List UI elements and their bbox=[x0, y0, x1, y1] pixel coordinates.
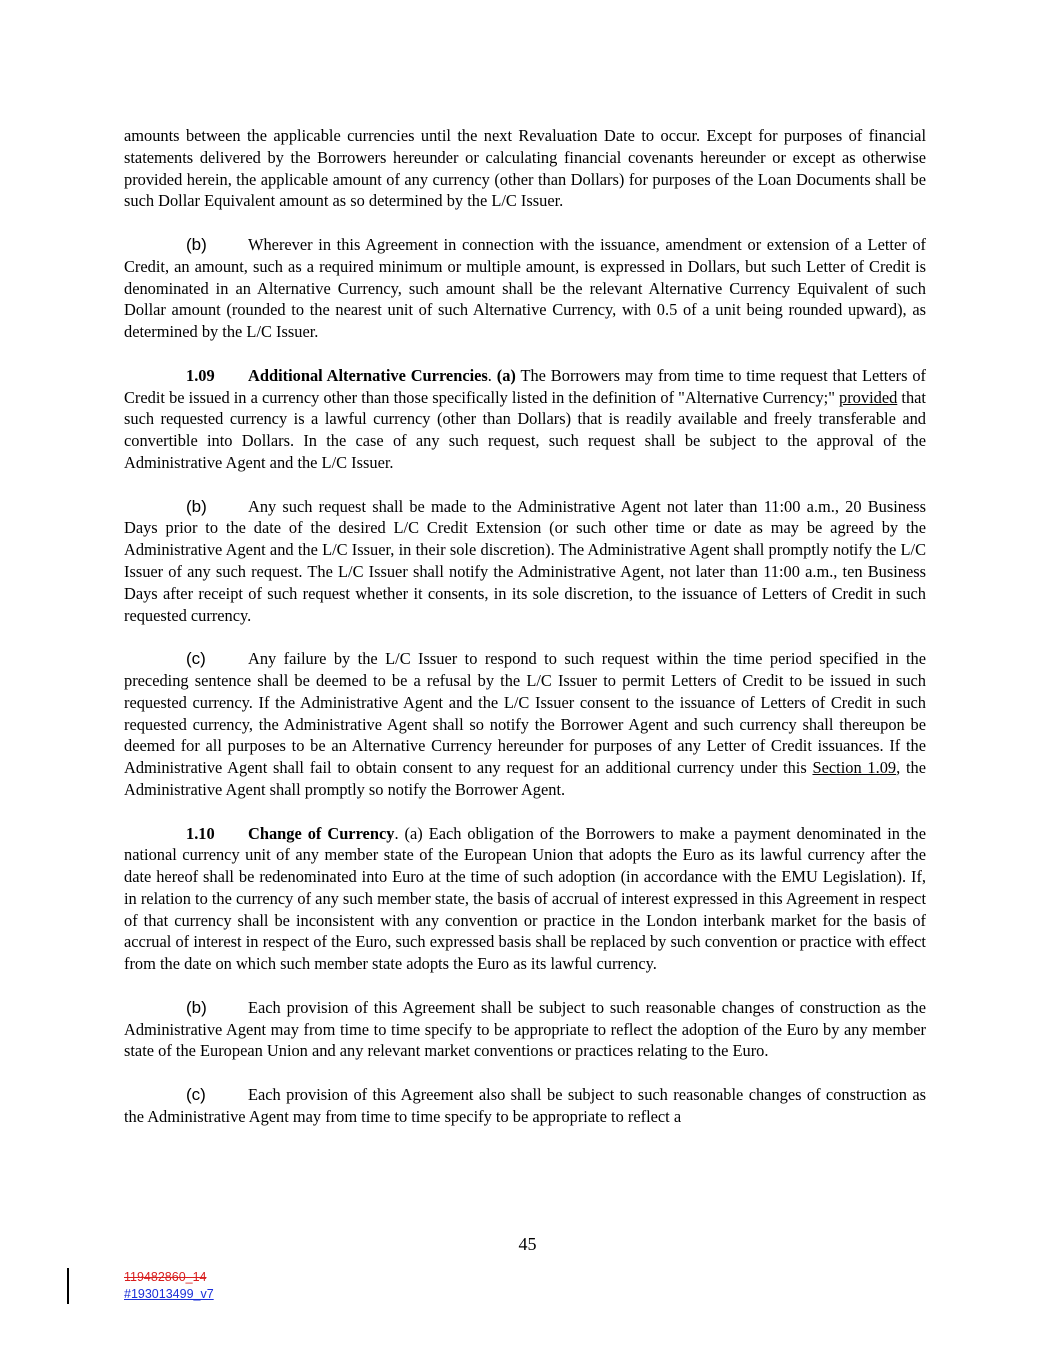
document-id-footer bbox=[124, 1269, 214, 1303]
subsection-label: (b) bbox=[186, 234, 207, 254]
paragraph-text: . (a) Each obligation of the Borrowers to make a payment denominated in the national currency unit of any member state of the European Union that adopts the Euro as its lawful currency after the date hereof shall be redenominated into Euro at the time of such adoption (in accordance with the EMU Legislation). If, in relation to the currency of any such member state, the basis of accrual of interest expressed in this Agreement in respect of that currency shall be inconsistent with any convention or practice in the London interbank market for the basis of accrual of interest in respect of the Euro, such expressed basis shall be replaced by such convention or practice with effect from the date on which such member state adopts the Euro as its lawful currency. bbox=[124, 823, 926, 974]
paragraph-text: Each provision of this Agreement shall be subject to such reasonable changes of construction as the Administrative Agent may from time to time specify to be appropriate to reflect the adoption of the Euro by any member state of the European Union and any relevant market conventions or practices relating to the Euro. bbox=[124, 997, 926, 1061]
inserted-document-id: #193013499_v7 bbox=[124, 1287, 214, 1301]
section-title: Change of Currency bbox=[248, 823, 395, 843]
subsection-label: (b) bbox=[186, 496, 207, 516]
revision-change-bar bbox=[67, 1268, 69, 1304]
paragraph-1-09-c bbox=[124, 648, 926, 801]
paragraph-text: Any failure by the L/C Issuer to respond to such request within the time period specified in the preceding sentence shall be deemed to be a refusal by the L/C Issuer to permit Letters of Credit to be issued in such requested currency. If the Administrative Agent and the L/C Issuer consent to the issuance of Letters of Credit in such requested currency, the Administrative Agent shall so notify the Borrower Agent and such currency shall thereupon be deemed for all purposes to be an Alternative Currency hereunder for purposes of any Letter of Credit issuances. If the Administrative Agent shall fail to obtain consent to any request for an additional currency under this bbox=[124, 649, 926, 778]
section-number: 1.10 bbox=[186, 823, 215, 843]
paragraph-b-alternative-currency bbox=[124, 234, 926, 343]
subsection-label: (a) bbox=[496, 365, 516, 385]
paragraph-1-09-b bbox=[124, 496, 926, 627]
paragraph-1-10-c bbox=[124, 1084, 926, 1128]
defined-term-provided: provided bbox=[839, 387, 898, 407]
section-1-10 bbox=[124, 823, 926, 976]
paragraph-text: , the Administrative Agent shall promptly so notify the Borrower Agent. bbox=[124, 758, 926, 799]
subsection-label: (c) bbox=[186, 1085, 206, 1105]
paragraph-text: Wherever in this Agreement in connection with the issuance, amendment or extension of a Letter of Credit, an amount, such as a required minimum or multiple amount, is expressed in Dollars, but such Letter of Credit is denominated in an Alternative Currency, such amount shall be the relevant Alternative Currency Equivalent of such Dollar amount (rounded to the nearest unit of such Alternative Currency, with 0.5 of a unit being rounded upward), as determined by the L/C Issuer. bbox=[124, 234, 926, 342]
paragraph-text: amounts between the applicable currencies until the next Revaluation Date to occur. Except for purposes of financial statements delivered by the Borrowers hereunder or calculating financial covenants hereunder or except as otherwise provided herein, the applicable amount of any currency (other than Dollars) for purposes of the Loan Documents shall be such Dollar Equivalent amount as so determined by the L/C Issuer. bbox=[124, 126, 926, 211]
deleted-document-id: 119482860_14 bbox=[124, 1270, 207, 1284]
subsection-label: (c) bbox=[186, 649, 206, 669]
section-1-09 bbox=[124, 365, 926, 474]
paragraph-text: Any such request shall be made to the Administrative Agent not later than 11:00 a.m., 20 Business Days prior to the date of the desired L/C Credit Extension (or such other time or date as may be agreed by the Administrative Agent and the L/C Issuer, in their sole discretion). The Administrative Agent shall promptly notify the L/C Issuer of any such request. The L/C Issuer shall notify the Administrative Agent, not later than 11:00 a.m., ten Business Days after receipt of such request whether it consents, in its sole discretion, to the issuance of Letters of Credit in such requested currency. bbox=[124, 496, 926, 625]
paragraph-continuation bbox=[124, 125, 926, 212]
page-number: 45 bbox=[518, 1234, 537, 1254]
document-body bbox=[124, 125, 926, 1149]
section-number: 1.09 bbox=[186, 365, 215, 385]
subsection-label: (b) bbox=[186, 997, 207, 1017]
section-title: Additional Alternative Currencies bbox=[248, 365, 488, 385]
paragraph-text: Each provision of this Agreement also shall be subject to such reasonable changes of construction as the Administrative Agent may from time to time specify to be appropriate to reflect a bbox=[124, 1085, 926, 1126]
section-reference-link[interactable]: Section 1.09 bbox=[812, 758, 897, 778]
paragraph-text: The Borrowers may from time to time request that Letters of Credit be issued in a currency other than those specifically listed in the definition of "Alternative Currency;" bbox=[124, 365, 926, 407]
paragraph-text: that such requested currency is a lawful currency (other than Dollars) that is readily available and freely transferable and convertible into Dollars. In the case of any such request, such request shall be subject to the approval of the Administrative Agent and the L/C Issuer. bbox=[124, 387, 926, 472]
section-separator: . bbox=[487, 365, 497, 385]
paragraph-1-10-b bbox=[124, 997, 926, 1062]
